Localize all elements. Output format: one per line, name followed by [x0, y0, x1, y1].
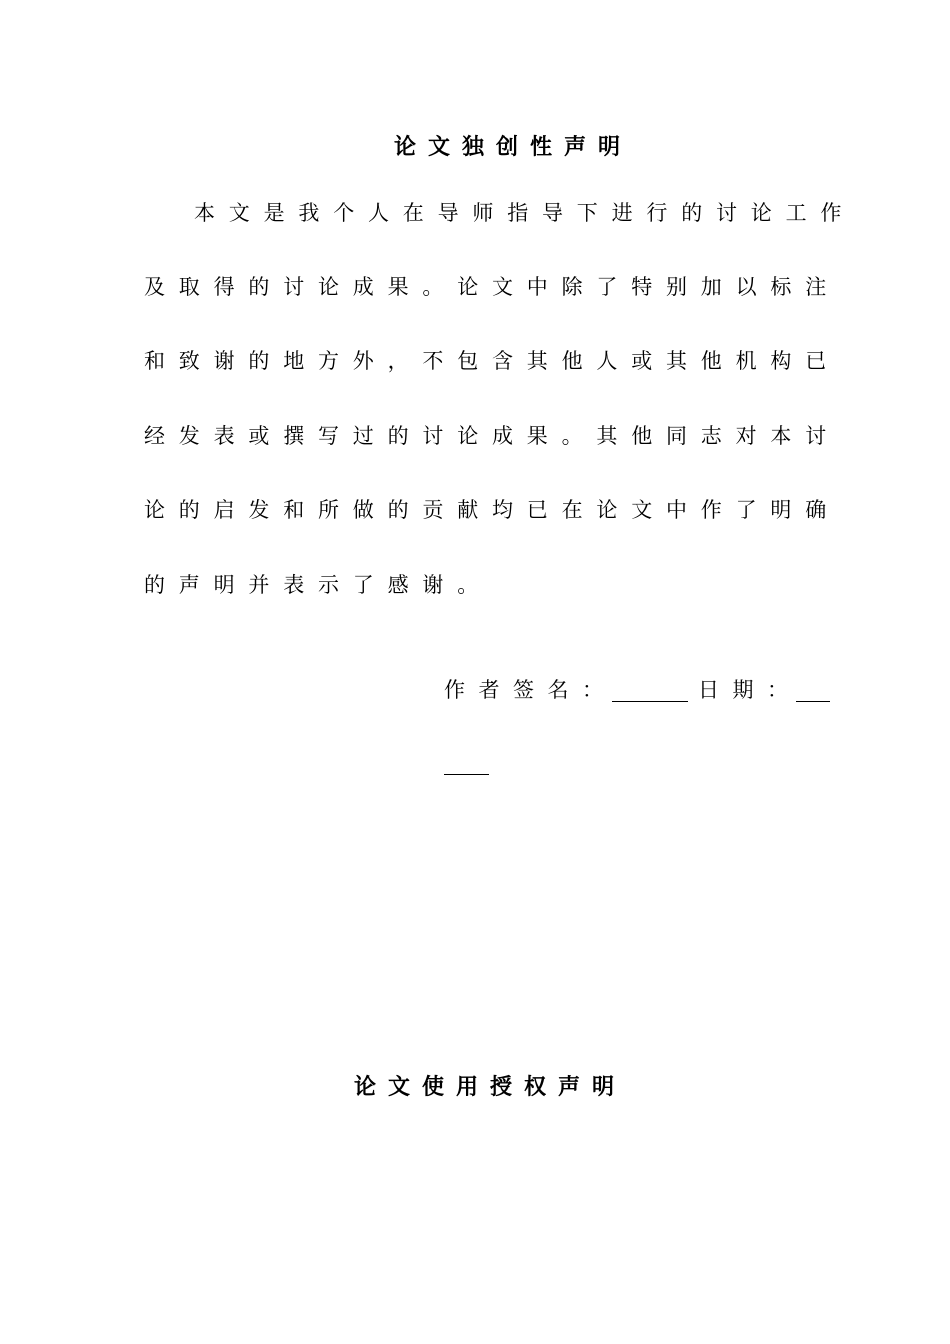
originality-statement-title: 论文独创性声明 — [394, 135, 633, 160]
authorization-statement-title: 论文使用授权声明 — [354, 1075, 627, 1100]
date-blank-continued — [444, 774, 489, 775]
statement-line-1: 本文是我个人在导师指导下进行的讨论工作 — [194, 201, 856, 225]
statement-line-5: 论的启发和所做的贡献均已在论文中作了明确 — [144, 498, 840, 522]
statement-line-4: 经发表或撰写过的讨论成果。其他同志对本讨 — [144, 424, 840, 448]
statement-line-2: 及取得的讨论成果。论文中除了特别加以标注 — [144, 275, 840, 299]
author-signature-label: 作者签名： — [444, 678, 617, 702]
date-blank — [796, 701, 830, 702]
statement-line-3: 和致谢的地方外，不包含其他人或其他机构已 — [144, 349, 840, 373]
date-label: 日期： — [698, 678, 802, 702]
author-signature-blank — [612, 701, 688, 702]
statement-line-6: 的声明并表示了感谢。 — [144, 573, 492, 597]
